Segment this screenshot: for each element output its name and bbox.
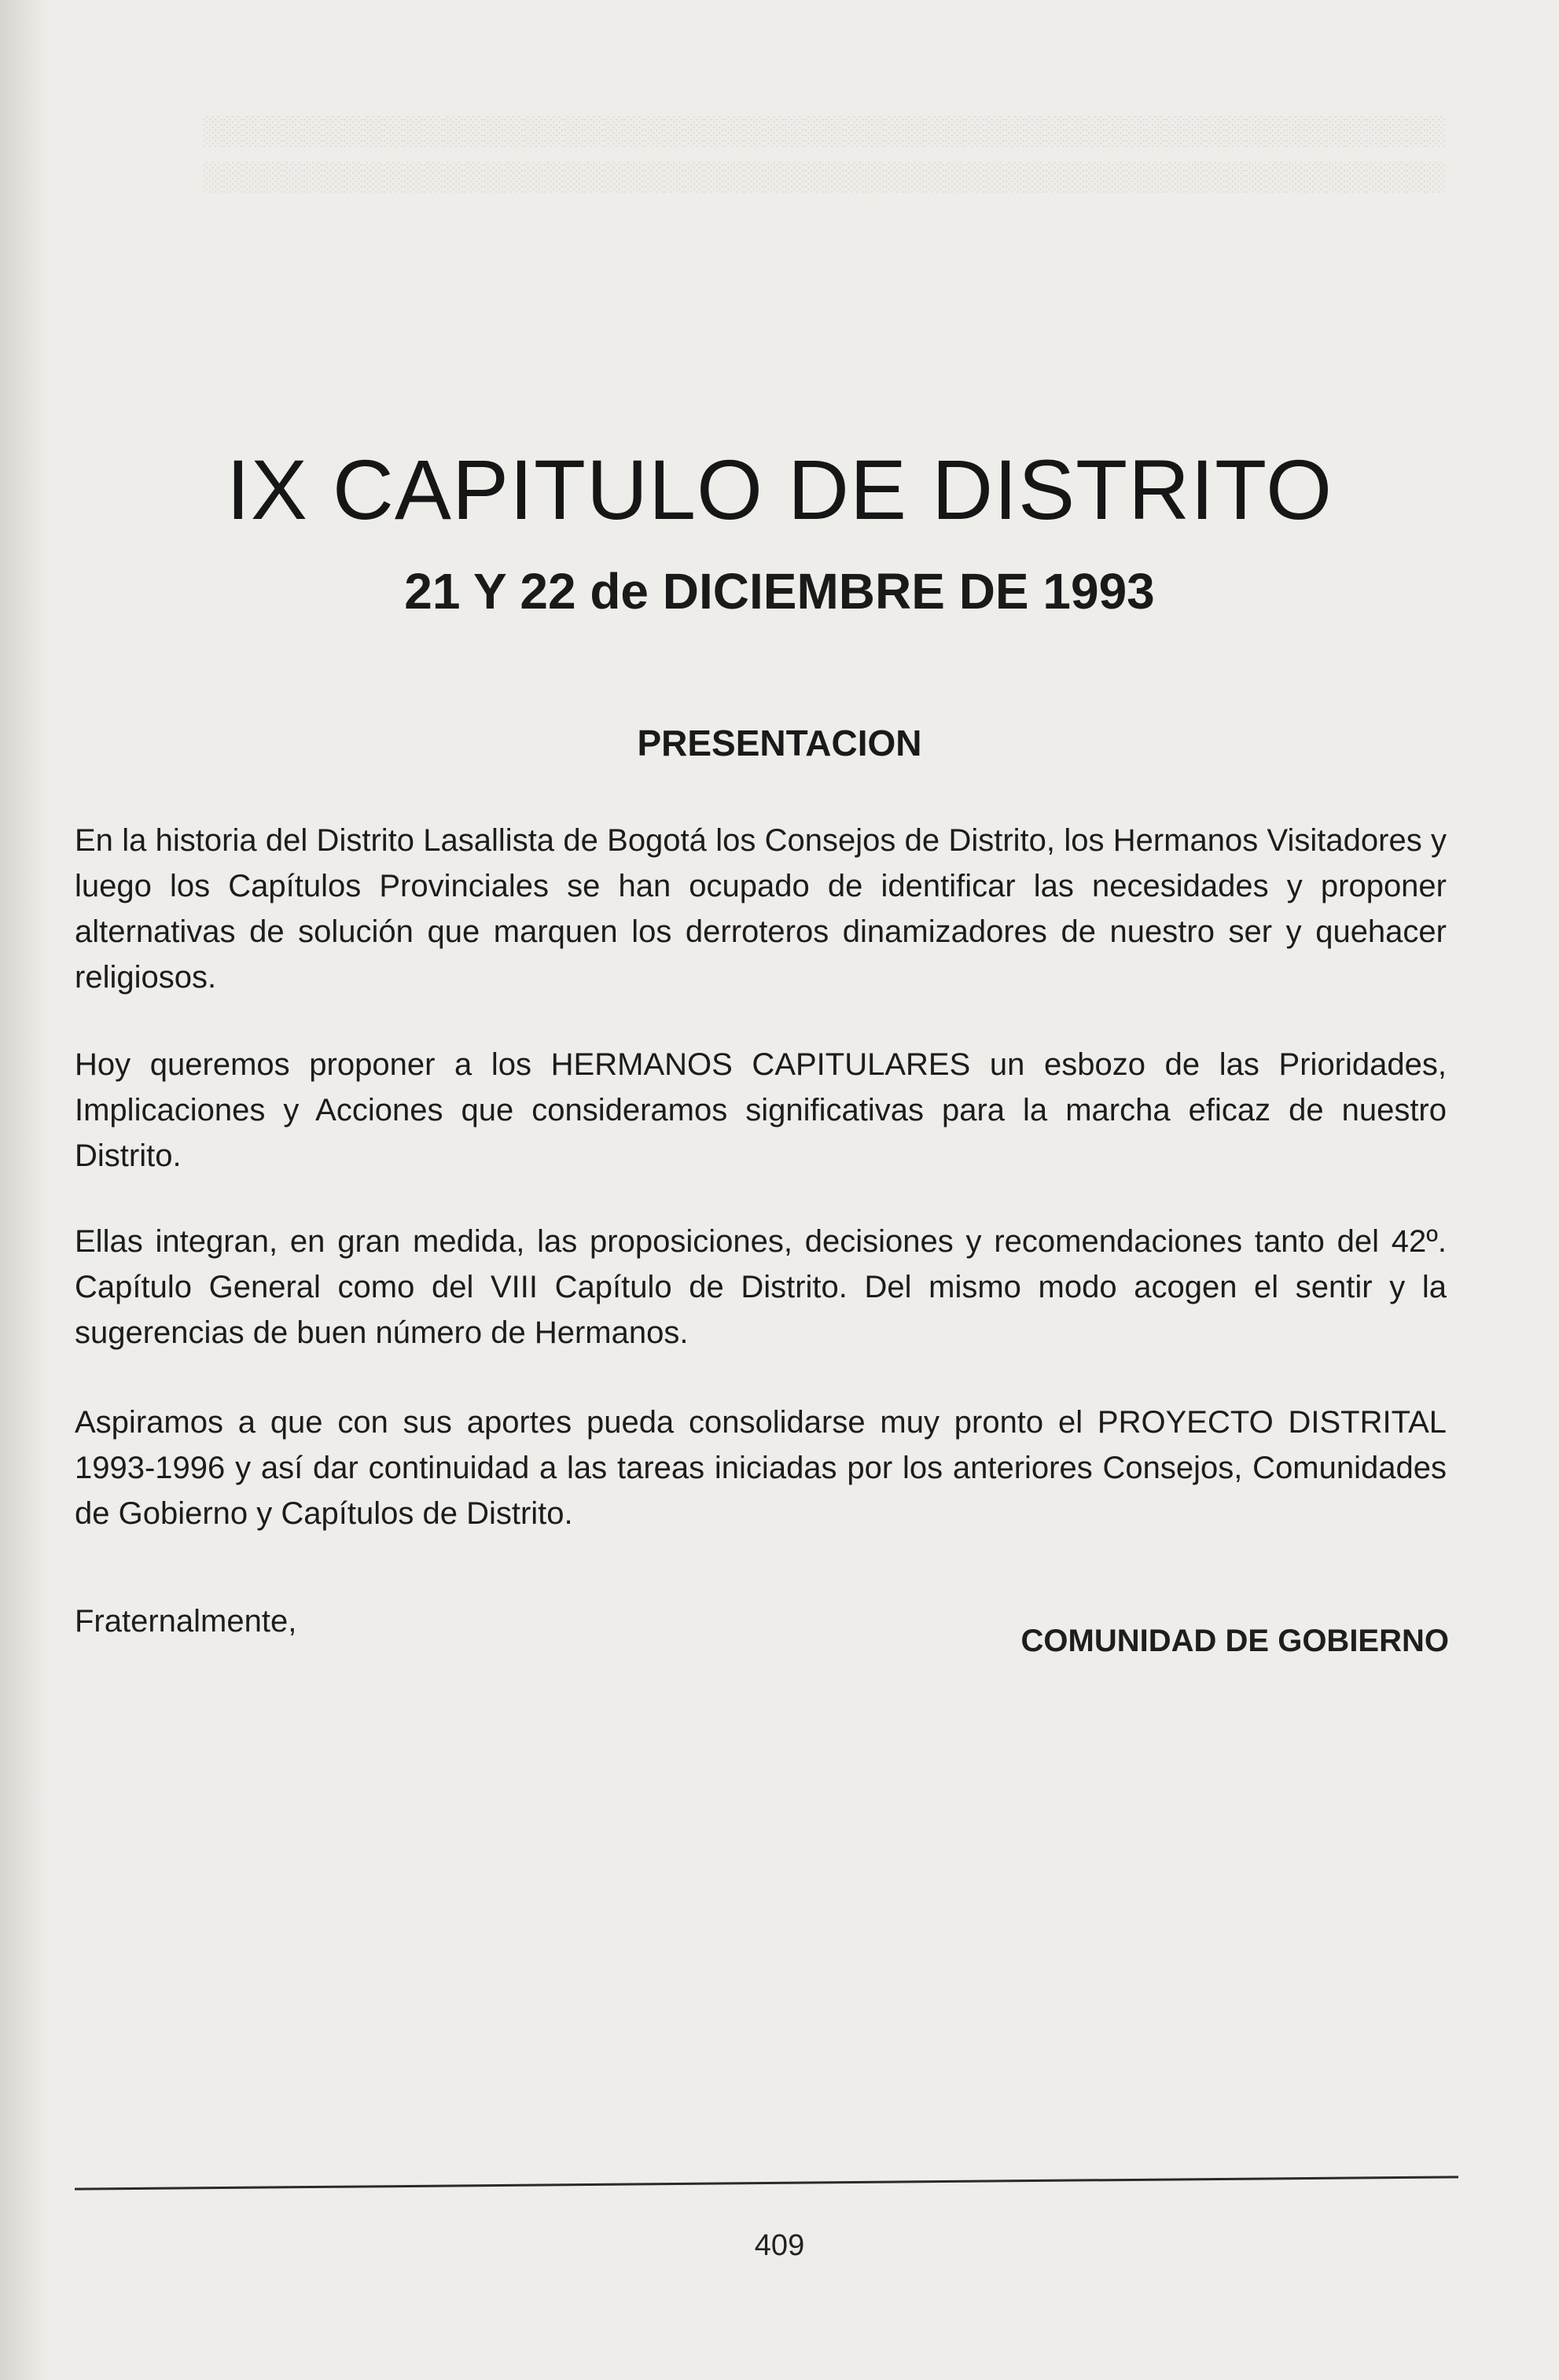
page-edge-shadow — [0, 0, 47, 2380]
paragraph-1: En la historia del Distrito Lasallista de Bogotá los Consejos de Distrito, los Hermanos Visitadores y luego los Capítulos Provinciales se han ocupado de identificar las necesidades y proponer alternativas de solución que marquen los derroteros dinamizadores de nuestro ser y quehacer religiosos. — [75, 823, 1447, 995]
show-through-text: ░░░░░░░░░░░░░░░░░░░░░░░░░░░░░░░░░░░░░░░░░░░░░░░░░░░░░░░░░░░░░░ ░░░░░░░░░░░░░░░░░░░░░░░░░░░░░░░░░░░░░░░░░░░░░░░░░░░░░░░░░░░░░░ — [203, 117, 1447, 195]
paragraph-3: Ellas integran, en gran medida, las proposiciones, decisiones y recomendaciones tanto del 42º. Capítulo General como del VIII Capítulo de Distrito. Del mismo modo acogen el sentir y la sugerencias de buen número de Hermanos. — [75, 1224, 1447, 1350]
closing-salutation: Fraternalmente, — [75, 1604, 297, 1639]
footer-rule — [75, 2176, 1458, 2190]
signature: COMUNIDAD DE GOBIERNO — [1020, 1624, 1449, 1658]
document-date: 21 Y 22 de DICIEMBRE DE 1993 — [404, 563, 1155, 620]
paragraph-4: Aspiramos a que con sus aportes pueda consolidarse muy pronto el PROYECTO DISTRITAL 1993-1996 y así dar continuidad a las tareas iniciadas por los anteriores Consejos, Comunidades de Gobierno y Capítulos de Distrito. — [75, 1405, 1447, 1531]
document-title: IX CAPITULO DE DISTRITO — [226, 442, 1333, 537]
section-heading: PRESENTACION — [637, 723, 922, 763]
paragraph-2: Hoy queremos proponer a los HERMANOS CAPITULARES un esbozo de las Prioridades, Implicaciones y Acciones que consideramos significativas para la marcha eficaz de nuestro Distrito. — [75, 1047, 1447, 1173]
page-number: 409 — [754, 2229, 805, 2262]
